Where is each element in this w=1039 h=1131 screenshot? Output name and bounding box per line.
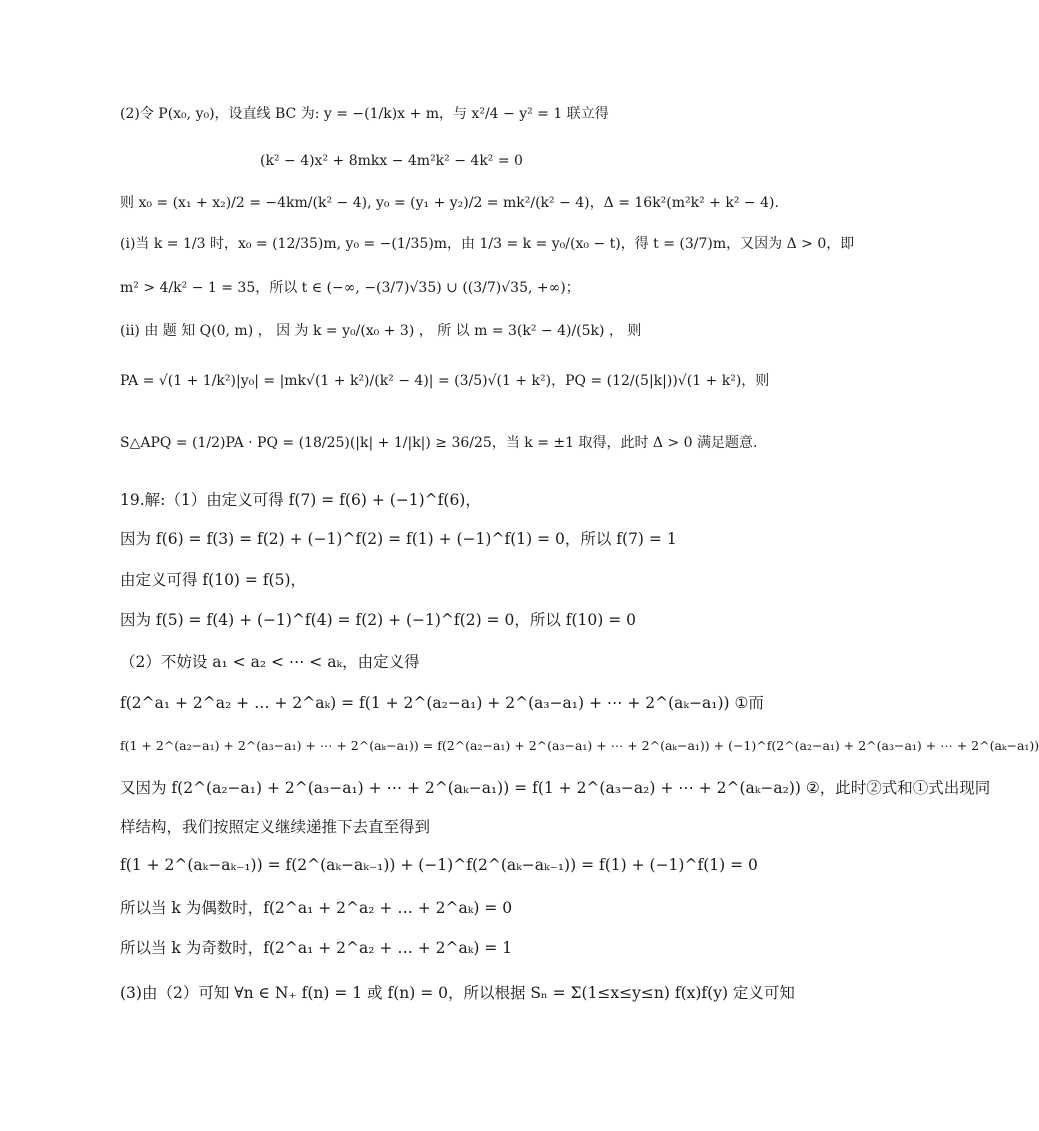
- line-final-step: f(1 + 2^(aₖ−aₖ₋₁)) = f(2^(aₖ−aₖ₋₁)) + (−1)^f(2^(aₖ−aₖ₋₁)) = f(1) + (−1)^f(1) = 0: [120, 856, 758, 874]
- line-eq-recursion: f(1 + 2^(a₂−a₁) + 2^(a₃−a₁) + ⋯ + 2^(aₖ−a₁)) = f(2^(a₂−a₁) + 2^(a₃−a₁) + ⋯ + 2^(aₖ−a₁)) + (−1)^f(2^(a₂−a₁) + 2^(a₃−a₁) + ⋯ + 2^(aₖ−a₁)): [120, 738, 1039, 753]
- line-case-i: (i)当 k = 1/3 时，x₀ = (12/35)m, y₀ = −(1/35)m，由 1/3 = k = y₀/(x₀ − t)，得 t = (3/7)m，又因为 Δ > 0，即: [120, 236, 855, 252]
- line-area-bound: S△APQ = (1/2)PA · PQ = (18/25)(|k| + 1/|k|) ≥ 36/25，当 k = ±1 取得，此时 Δ > 0 满足题意.: [120, 435, 758, 451]
- line-odd-case: 所以当 k 为奇数时，f(2^a₁ + 2^a₂ + … + 2^aₖ) = 1: [120, 939, 513, 957]
- line-case-i-range: m² > 4/k² − 1 = 35，所以 t ∈ (−∞, −(3/7)√35) ∪ ((3/7)√35, +∞)；: [120, 280, 580, 296]
- line-f10-def: 由定义可得 f(10) = f(5)，: [120, 571, 307, 589]
- line-part2-assume: （2）不妨设 a₁ < a₂ < ⋯ < aₖ，由定义得: [120, 653, 420, 671]
- line-q19-part1: 19.解:（1）由定义可得 f(7) = f(6) + (−1)^f(6)，: [120, 491, 481, 509]
- line-pa-pq: PA = √(1 + 1/k²)|y₀| = |mk√(1 + k²)/(k² − 4)| = (3/5)√(1 + k²)，PQ = (12/(5|k|))√(1 + k²)，则: [120, 373, 770, 389]
- line-midpoint-coordinates: 则 x₀ = (x₁ + x₂)/2 = −4km/(k² − 4), y₀ = (y₁ + y₂)/2 = mk²/(k² − 4)，Δ = 16k²(m²k² + k² − 4).: [120, 195, 779, 211]
- line-same-structure: 样结构，我们按照定义继续递推下去直至得到: [120, 818, 431, 836]
- line-eq2: 又因为 f(2^(a₂−a₁) + 2^(a₃−a₁) + ⋯ + 2^(aₖ−a₁)) = f(1 + 2^(a₃−a₂) + ⋯ + 2^(aₖ−a₂)) ②，此时②式和①式出现同: [120, 779, 991, 797]
- line-part2-intro: (2)令 P(x₀, y₀)，设直线 BC 为: y = −(1/k)x + m，与 x²/4 − y² = 1 联立得: [120, 106, 609, 122]
- line-f6-f7: 因为 f(6) = f(3) = f(2) + (−1)^f(2) = f(1) + (−1)^f(1) = 0，所以 f(7) = 1: [120, 530, 677, 548]
- line-case-ii: (ii) 由 题 知 Q(0, m) ， 因 为 k = y₀/(x₀ + 3) ， 所 以 m = 3(k² − 4)/(5k) ， 则: [120, 323, 642, 339]
- line-f5-f10: 因为 f(5) = f(4) + (−1)^f(4) = f(2) + (−1)^f(2) = 0，所以 f(10) = 0: [120, 611, 637, 629]
- line-even-case: 所以当 k 为偶数时，f(2^a₁ + 2^a₂ + … + 2^aₖ) = 0: [120, 899, 513, 917]
- line-quadratic-equation: (k² − 4)x² + 8mkx − 4m²k² − 4k² = 0: [260, 153, 523, 169]
- line-part3: (3)由（2）可知 ∀n ∈ N₊ f(n) = 1 或 f(n) = 0，所以根据 Sₙ = Σ(1≤x≤y≤n) f(x)f(y) 定义可知: [120, 984, 795, 1002]
- line-eq1: f(2^a₁ + 2^a₂ + … + 2^aₖ) = f(1 + 2^(a₂−a₁) + 2^(a₃−a₁) + ⋯ + 2^(aₖ−a₁)) ①而: [120, 694, 764, 712]
